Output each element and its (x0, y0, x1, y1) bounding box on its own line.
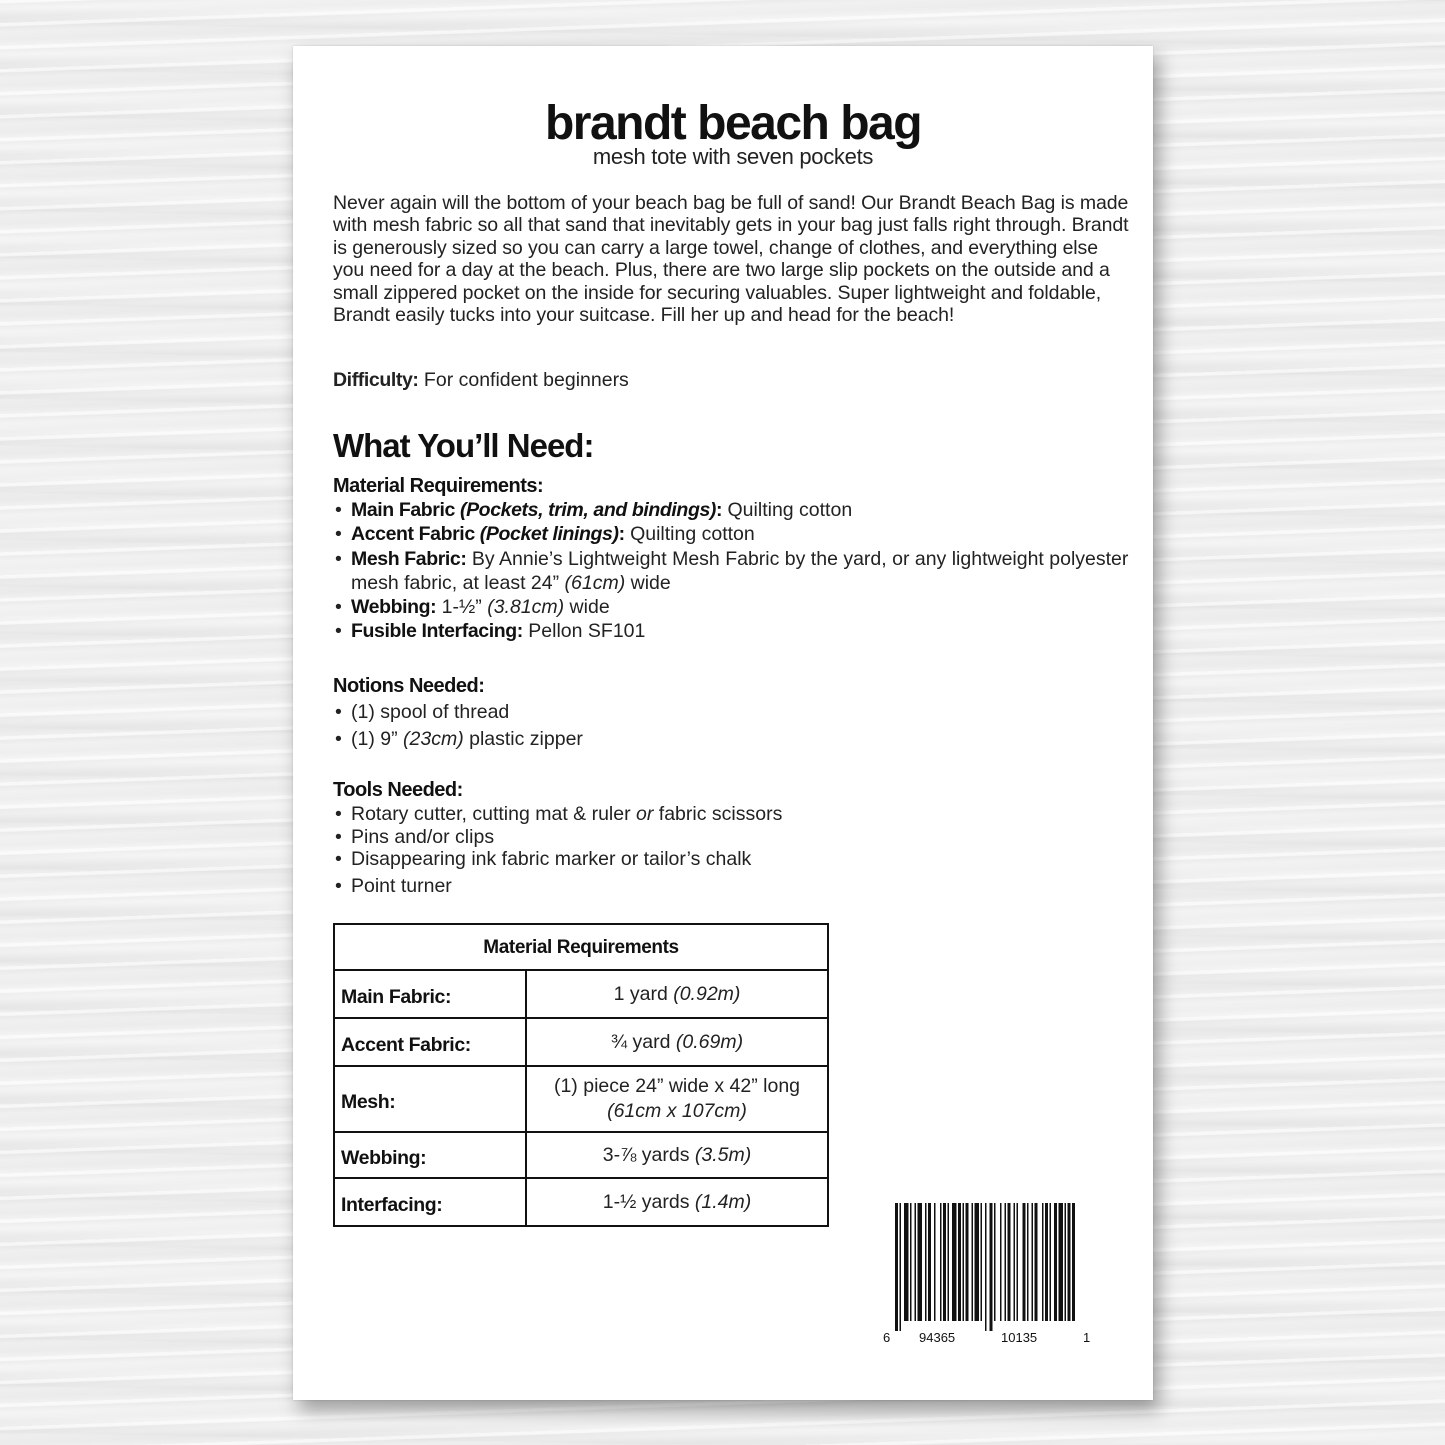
barcode-bar (952, 1203, 957, 1321)
table-row-label: Accent Fabric: (334, 1018, 526, 1066)
barcode-bar (943, 1203, 946, 1321)
table-row-value (526, 1132, 828, 1178)
item-value-tail: wide (625, 571, 671, 594)
barcode-bar (1035, 1203, 1038, 1321)
item-qualifier: (Pockets, trim, and bindings) (459, 499, 716, 521)
list-item: • Point turner (333, 875, 1033, 898)
item-metric: (3.81cm) (487, 595, 565, 618)
table-row (334, 1018, 828, 1066)
item-metric: (61cm) (564, 571, 626, 594)
barcode-bar (934, 1203, 936, 1321)
barcode-bar (910, 1203, 912, 1321)
barcode-bar (1045, 1203, 1048, 1321)
difficulty-label: Difficulty: (333, 369, 419, 391)
barcode-digit-group: 6 (883, 1330, 891, 1345)
item-colon: : (618, 523, 625, 546)
barcode-bar (985, 1203, 987, 1331)
amount: 3-⅞ yards (602, 1143, 695, 1166)
amount: ¾ yard (610, 1030, 676, 1053)
barcode-bar (1050, 1203, 1052, 1321)
tools-heading: Tools Needed: (333, 779, 463, 801)
list-item (333, 726, 1033, 753)
barcode-bar (1059, 1203, 1064, 1321)
barcode-bar (963, 1203, 965, 1321)
barcode-bar (1032, 1203, 1034, 1321)
item-label: Fusible Interfacing: (351, 620, 523, 643)
barcode-bar (948, 1203, 950, 1321)
barcode-bar (1042, 1203, 1044, 1321)
list-item: • (1) spool of thread (333, 699, 1033, 726)
metric-amount: (3.5m) (694, 1143, 752, 1166)
barcode-bar (1065, 1203, 1067, 1321)
material-requirements-list (333, 498, 1133, 644)
list-item (333, 803, 1033, 826)
table-row-label: Main Fabric: (334, 970, 526, 1018)
barcode-bar (966, 1203, 969, 1321)
barcode-bar (904, 1203, 909, 1321)
item-text-tail: fabric scissors (653, 803, 783, 825)
material-requirements-table (333, 923, 829, 1227)
difficulty-value: For confident beginners (418, 369, 629, 391)
barcode-bar (994, 1203, 996, 1321)
barcode-bar (940, 1203, 942, 1321)
what-youll-need-heading: What You’ll Need: (333, 427, 594, 464)
barcode-bar (981, 1203, 983, 1321)
list-item (333, 547, 1133, 595)
barcode-bar (928, 1203, 931, 1321)
item-value: Quilting cotton (722, 499, 853, 521)
amount: 1-½ yards (602, 1190, 695, 1213)
table-row-value (526, 970, 828, 1018)
upc-barcode (883, 1203, 1091, 1345)
barcode-bar (1000, 1203, 1002, 1321)
table-row-value (526, 1066, 828, 1132)
barcode-digit-group: 1 (1083, 1330, 1091, 1345)
pattern-subtitle: mesh tote with seven pockets (592, 144, 874, 169)
table-row (334, 1132, 828, 1178)
item-text-tail: plastic zipper (463, 728, 583, 750)
table-row-label: Interfacing: (334, 1178, 526, 1226)
barcode-bar (895, 1203, 898, 1331)
barcode-digit-group: 94365 (919, 1330, 956, 1345)
table-row (334, 1066, 828, 1132)
metric-amount: (0.69m) (675, 1030, 744, 1053)
barcode-bar (1072, 1203, 1075, 1321)
barcode-bar (1014, 1203, 1016, 1321)
table-row-label: Webbing: (334, 1132, 526, 1178)
item-value: By Annie’s Lightweight Mesh Fabric by the yard, or any lightweight polyester mesh fabric, at least 24” (351, 547, 1129, 594)
barcode-bar (1068, 1203, 1071, 1321)
table-row-label: Mesh: (334, 1066, 526, 1132)
barcode-bar (915, 1203, 917, 1321)
table-row-value (526, 1018, 828, 1066)
pattern-back-cover (293, 46, 1153, 1400)
item-text: (1) 9” (351, 728, 404, 750)
item-value: Pellon SF101 (522, 620, 646, 643)
table-header: Material Requirements (334, 924, 828, 970)
item-value: Quilting cotton (624, 523, 755, 546)
item-emphasis: or (636, 803, 654, 825)
barcode-bar (1023, 1203, 1026, 1321)
intro-paragraph: Never again will the bottom of your beach bag be full of sand! Our Brandt Beach Bag is made with mesh fabric so all that sand that inevitably gets in your bag just falls right through. Brandt is generously sized so you can carry a large towel, change of clothes, and everything else you need for a day at the beach. Plus, there are two large slip pockets on the outside and a small zippered pocket on the inside for securing valuables. Super lightweight and foldable, Brandt easily tucks into your suitcase. Fill her up and head for the beach! (333, 192, 1129, 327)
list-item (333, 619, 1133, 643)
barcode-bar (1027, 1203, 1029, 1321)
list-item: • Disappearing ink fabric marker or tailor’s chalk (333, 848, 1033, 871)
item-colon: : (716, 499, 723, 521)
item-label: Mesh Fabric: (351, 547, 467, 570)
tools-list (333, 803, 1033, 897)
barcode-bar (990, 1203, 993, 1331)
barcode-bar (900, 1203, 902, 1331)
barcode-bar (958, 1203, 961, 1321)
item-label: Accent Fabric (351, 523, 480, 546)
list-item (333, 498, 1133, 522)
list-item: • Pins and/or clips (333, 826, 1033, 849)
material-requirements-heading: Material Requirements: (333, 475, 544, 497)
metric-amount: (0.92m) (673, 982, 741, 1005)
item-label: Main Fabric (351, 499, 460, 521)
item-metric: (23cm) (403, 728, 464, 750)
barcode-bar (1054, 1203, 1057, 1321)
barcode-digit-group: 10135 (1001, 1330, 1038, 1345)
list-item (333, 595, 1133, 619)
amount: (1) piece 24” wide x 42” long (553, 1075, 801, 1097)
list-item (333, 522, 1133, 546)
table-row-value (526, 1178, 828, 1226)
barcode-bar (925, 1203, 927, 1321)
item-value: 1-½” (436, 595, 488, 618)
item-value-tail: wide (564, 595, 610, 618)
metric-amount: (61cm x 107cm) (607, 1100, 747, 1122)
barcode-bars (891, 1203, 1087, 1331)
table-row (334, 970, 828, 1018)
table-row (334, 1178, 828, 1226)
item-text: Rotary cutter, cutting mat & ruler (351, 803, 637, 825)
barcode-bar (918, 1203, 923, 1321)
barcode-bar (1005, 1203, 1007, 1321)
barcode-bar (1008, 1203, 1011, 1321)
item-qualifier: (Pocket linings) (479, 523, 619, 546)
notions-heading: Notions Needed: (333, 675, 485, 697)
metric-amount: (1.4m) (694, 1190, 752, 1213)
notions-list (333, 699, 1033, 753)
pattern-title: brandt beach bag (544, 97, 922, 150)
difficulty-line (333, 368, 629, 392)
barcode-bar (975, 1203, 980, 1321)
amount: 1 yard (613, 982, 674, 1005)
item-label: Webbing: (351, 595, 437, 618)
barcode-bar (1017, 1203, 1019, 1321)
barcode-bar (972, 1203, 974, 1321)
